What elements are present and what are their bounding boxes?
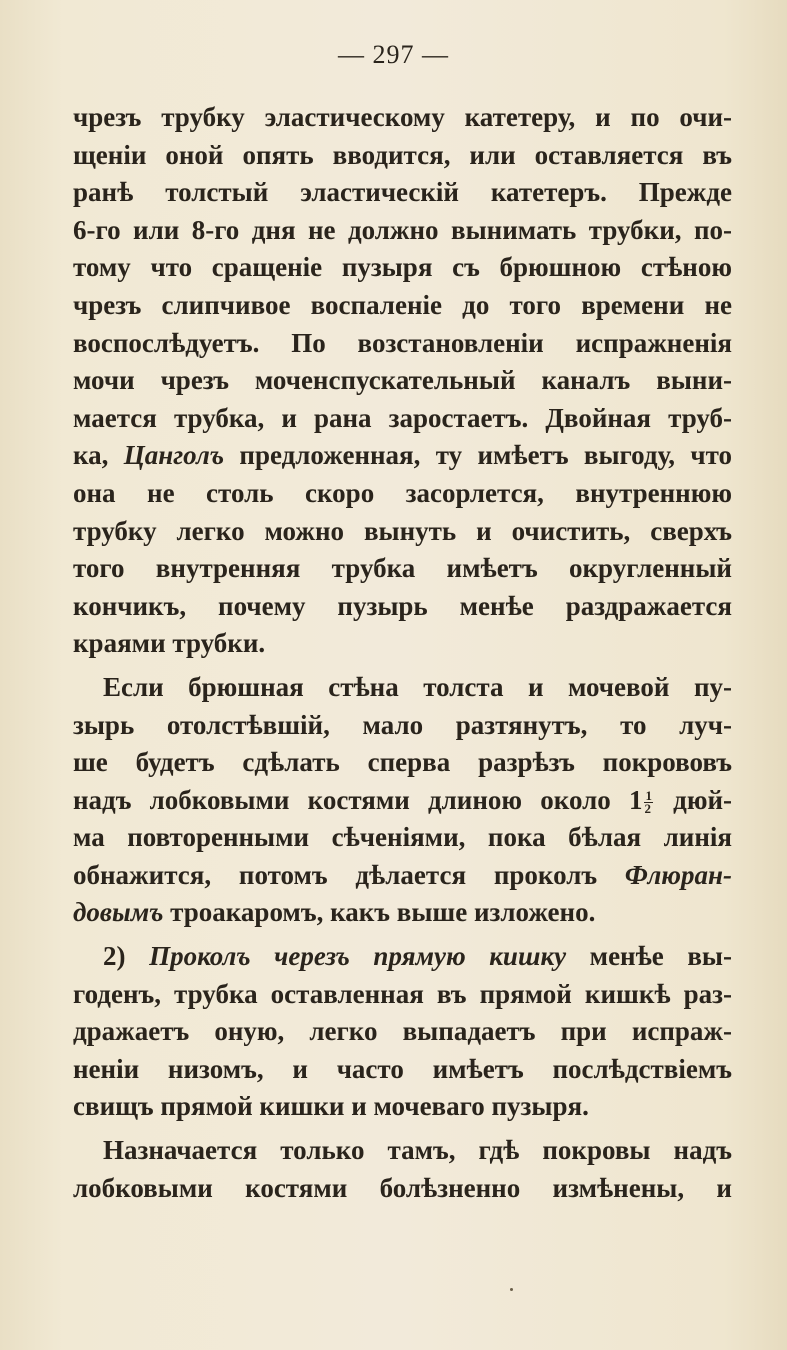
text-line: неніи низомъ, и часто имѣетъ послѣдствіемъ	[73, 1053, 732, 1084]
text-line: она не столь скоро засорлется, внутреннюю	[73, 477, 732, 508]
text-line: ше будетъ сдѣлать сперва разрѣзъ покрововъ	[73, 747, 732, 778]
body-text	[73, 99, 732, 1207]
paper-speck	[510, 1288, 513, 1291]
text-fragment: менѣе вы-	[589, 941, 733, 972]
text-line	[73, 437, 732, 475]
text-fragment: предложенная, ту имѣетъ выгоду, что	[239, 440, 733, 471]
text-fragment: троакаромъ, какъ выше изложено.	[170, 897, 596, 928]
text-line: чрезъ слипчивое воспаленіе до того времени не	[73, 289, 732, 320]
text-line: зырь отолстѣвшій, мало разтянутъ, то луч-	[73, 709, 732, 740]
fraction-numerator: 1	[645, 787, 652, 803]
text-line: ранѣ толстый эластическій катетеръ. Прежде	[73, 177, 732, 208]
text-line: трубку легко можно вынуть и очистить, сверхъ	[73, 515, 732, 546]
text-line: краями трубки.	[73, 628, 266, 659]
section-heading-italic: Проколъ черезъ прямую кишку	[149, 941, 567, 972]
text-line: мается трубка, и рана заростаетъ. Двойная труб-	[73, 402, 732, 433]
list-number: 2)	[103, 941, 126, 972]
paragraph-first-line: Назначается только тамъ, гдѣ покровы надъ	[103, 1135, 732, 1166]
text-line: мочи чрезъ моченспускательный каналъ выни-	[73, 365, 732, 396]
text-line: тому что сращеніе пузыря съ брюшною стѣною	[73, 252, 732, 283]
fraction-denominator: 2	[644, 800, 651, 816]
text-line: дражаетъ оную, легко выпадаетъ при испраж-	[73, 1016, 732, 1047]
fraction	[644, 787, 653, 816]
text-fragment: дюй-	[673, 784, 732, 815]
text-line: ма повторенными сѣченіями, пока бѣлая линія	[73, 822, 732, 853]
paragraph-first-line: Если брюшная стѣна толста и мочевой пу-	[103, 671, 732, 702]
text-line: того внутренняя трубка имѣетъ округленный	[73, 553, 732, 584]
text-fragment: обнажится, потомъ дѣлается проколъ	[73, 859, 598, 890]
text-line: годенъ, трубка оставленная въ прямой кишкѣ раз-	[73, 978, 732, 1009]
text-line	[73, 894, 732, 932]
paragraph-first-line	[73, 938, 732, 976]
text-line: свищъ прямой кишки и мочеваго пузыря.	[73, 1091, 589, 1122]
text-fragment: надъ лобковыми костями длиною около 1	[73, 784, 643, 815]
text-fragment: ка,	[73, 440, 109, 471]
text-line: щеніи оной опять вводится, или оставляется въ	[73, 139, 732, 170]
text-line	[73, 782, 732, 820]
text-line: чрезъ трубку эластическому катетеру, и по очи-	[73, 102, 732, 132]
person-name: Цанголъ	[123, 440, 225, 471]
person-name: довымъ	[73, 897, 164, 928]
person-name: Флюран-	[624, 859, 732, 890]
text-line: кончикъ, почему пузырь менѣе раздражается	[73, 590, 732, 621]
text-line: лобковыми костями болѣзненно измѣнены, и	[73, 1172, 732, 1203]
text-line: воспослѣдуетъ. По возстановленіи испражненія	[73, 327, 732, 358]
text-line	[73, 857, 732, 895]
page-number: — 297 —	[338, 40, 449, 69]
text-line: 6-го или 8-го дня не должно вынимать трубки, по-	[73, 214, 732, 245]
